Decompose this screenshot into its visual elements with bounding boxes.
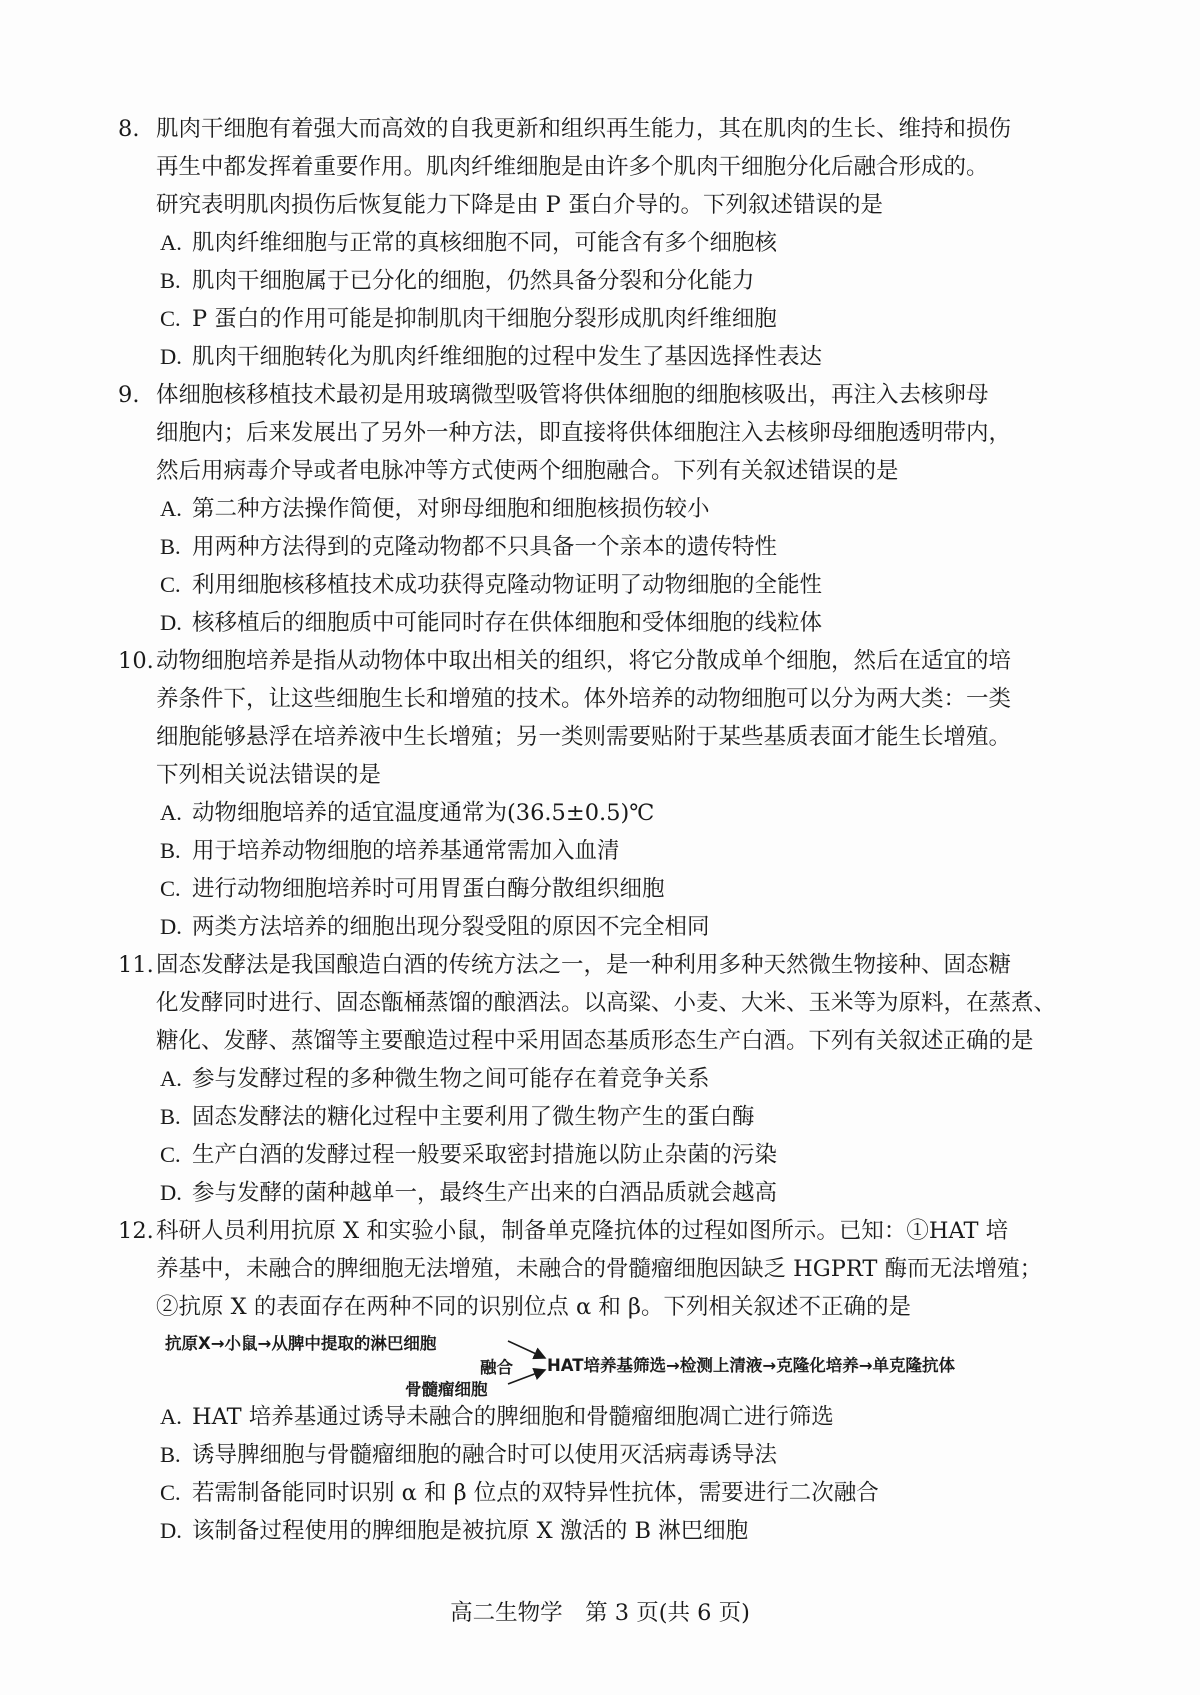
- question-11: [0, 946, 1200, 1212]
- question-9-stem-line-3: 然后用病毒介导或者电脉冲等方式使两个细胞融合。下列有关叙述错误的是: [156, 458, 899, 484]
- question-12-option-d: D. 该制备过程使用的脾细胞是被抗原 X 激活的 B 淋巴细胞: [160, 1518, 749, 1544]
- question-10-option-b: B. 用于培养动物细胞的培养基通常需加入血清: [160, 838, 620, 864]
- question-10-option-a: A. 动物细胞培养的适宜温度通常为(36.5±0.5)℃: [160, 800, 655, 826]
- question-number: 9.: [118, 382, 140, 408]
- question-number: 11.: [118, 952, 154, 978]
- question-10-stem-line-4: 下列相关说法错误的是: [156, 762, 382, 788]
- question-11-stem-line-3: 糖化、发酵、蒸馏等主要酿造过程中采用固态基质形态生产白酒。下列有关叙述正确的是: [156, 1028, 1034, 1054]
- question-9-option-b: B. 用两种方法得到的克隆动物都不只具备一个亲本的遗传特性: [160, 534, 778, 560]
- question-10-option-d: D. 两类方法培养的细胞出现分裂受阻的原因不完全相同: [160, 914, 710, 940]
- question-8-option-c: C. P 蛋白的作用可能是抑制肌肉干细胞分裂形成肌肉纤维细胞: [160, 306, 777, 332]
- question-9-option-d: D. 核移植后的细胞质中可能同时存在供体细胞和受体细胞的线粒体: [160, 610, 823, 636]
- question-12-option-b: B. 诱导脾细胞与骨髓瘤细胞的融合时可以使用灭活病毒诱导法: [160, 1442, 778, 1468]
- question-9-stem-line-1: 9. 体细胞核移植技术最初是用玻璃微型吸管将供体细胞的细胞核吸出，再注入去核卵母: [0, 376, 1200, 414]
- question-number: 8.: [118, 116, 140, 142]
- question-12-option-a: A. HAT 培养基通过诱导未融合的脾细胞和骨髓瘤细胞凋亡进行筛选: [160, 1404, 834, 1430]
- page-content: [0, 110, 1200, 1550]
- question-8: [0, 110, 1200, 376]
- flow-fuse-label: 融合: [480, 1358, 513, 1377]
- question-9-option-a: A. 第二种方法操作简便，对卵母细胞和细胞核损伤较小: [160, 496, 710, 522]
- flow-top-text: 抗原X→小鼠→从脾中提取的淋巴细胞: [165, 1334, 437, 1353]
- question-number: 12.: [118, 1218, 154, 1244]
- question-12: [0, 1212, 1200, 1550]
- question-11-option-a: A. 参与发酵过程的多种微生物之间可能存在着竞争关系: [160, 1066, 710, 1092]
- question-8-stem-line-1: 8. 肌肉干细胞有着强大而高效的自我更新和组织再生能力，其在肌肉的生长、维持和损伤: [0, 110, 1200, 148]
- top-merge-arrow: [508, 1341, 545, 1358]
- question-12-stem-line-1: 12. 科研人员利用抗原 X 和实验小鼠，制备单克隆抗体的过程如图所示。已知：①HAT 培: [0, 1212, 1200, 1250]
- question-11-option-d: D. 参与发酵的菌种越单一，最终生产出来的白酒品质就会越高: [160, 1180, 778, 1206]
- question-number: 10.: [118, 648, 154, 674]
- question-10-stem-line-1: 10. 动物细胞培养是指从动物体中取出相关的组织，将它分散成单个细胞，然后在适宜的培: [0, 642, 1200, 680]
- question-8-option-a: A. 肌肉纤维细胞与正常的真核细胞不同，可能含有多个细胞核: [160, 230, 778, 256]
- question-11-stem-line-2: 化发酵同时进行、固态甑桶蒸馏的酿酒法。以高粱、小麦、大米、玉米等为原料，在蒸煮、: [156, 990, 1057, 1016]
- question-10-stem-line-2: 养条件下，让这些细胞生长和增殖的技术。体外培养的动物细胞可以分为两大类：一类: [156, 686, 1012, 712]
- question-9-stem-line-2: 细胞内；后来发展出了另外一种方法，即直接将供体细胞注入去核卵母细胞透明带内，: [156, 420, 1012, 446]
- question-9: [0, 376, 1200, 642]
- page-footer: 高二生物学 第 3 页(共 6 页): [450, 1600, 750, 1626]
- question-12-stem-line-3: ②抗原 X 的表面存在两种不同的识别位点 α 和 β。下列相关叙述不正确的是: [156, 1294, 911, 1320]
- question-10-option-c: C. 进行动物细胞培养时可用胃蛋白酶分散组织细胞: [160, 876, 665, 902]
- question-8-option-b: B. 肌肉干细胞属于已分化的细胞，仍然具备分裂和分化能力: [160, 268, 755, 294]
- question-10-stem-line-3: 细胞能够悬浮在培养液中生长增殖；另一类则需要贴附于某些基质表面才能生长增殖。: [156, 724, 1012, 750]
- question-9-option-c: C. 利用细胞核移植技术成功获得克隆动物证明了动物细胞的全能性: [160, 572, 823, 598]
- flow-main-text: HAT培养基筛选→检测上清液→克隆化培养→单克隆抗体: [547, 1356, 956, 1375]
- question-8-option-d: D. 肌肉干细胞转化为肌肉纤维细胞的过程中发生了基因选择性表达: [160, 344, 823, 370]
- question-12-stem-line-2: 养基中，未融合的脾细胞无法增殖，未融合的骨髓瘤细胞因缺乏 HGPRT 酶而无法增殖；: [156, 1256, 1043, 1282]
- bottom-merge-arrow: [508, 1370, 545, 1384]
- question-10: [0, 642, 1200, 946]
- question-8-stem-line-3: 研究表明肌肉损伤后恢复能力下降是由 P 蛋白介导的。下列叙述错误的是: [156, 192, 883, 218]
- antibody-flow-diagram: [0, 1328, 1200, 1398]
- question-11-option-b: B. 固态发酵法的糖化过程中主要利用了微生物产生的蛋白酶: [160, 1104, 755, 1130]
- flow-bottom-text: 骨髓瘤细胞: [405, 1380, 488, 1399]
- question-11-option-c: C. 生产白酒的发酵过程一般要采取密封措施以防止杂菌的污染: [160, 1142, 778, 1168]
- question-11-stem-line-1: 11. 固态发酵法是我国酿造白酒的传统方法之一，是一种利用多种天然微生物接种、固态糖: [0, 946, 1200, 984]
- question-12-option-c: C. 若需制备能同时识别 α 和 β 位点的双特异性抗体，需要进行二次融合: [160, 1480, 879, 1506]
- question-8-stem-line-2: 再生中都发挥着重要作用。肌肉纤维细胞是由许多个肌肉干细胞分化后融合形成的。: [156, 154, 989, 180]
